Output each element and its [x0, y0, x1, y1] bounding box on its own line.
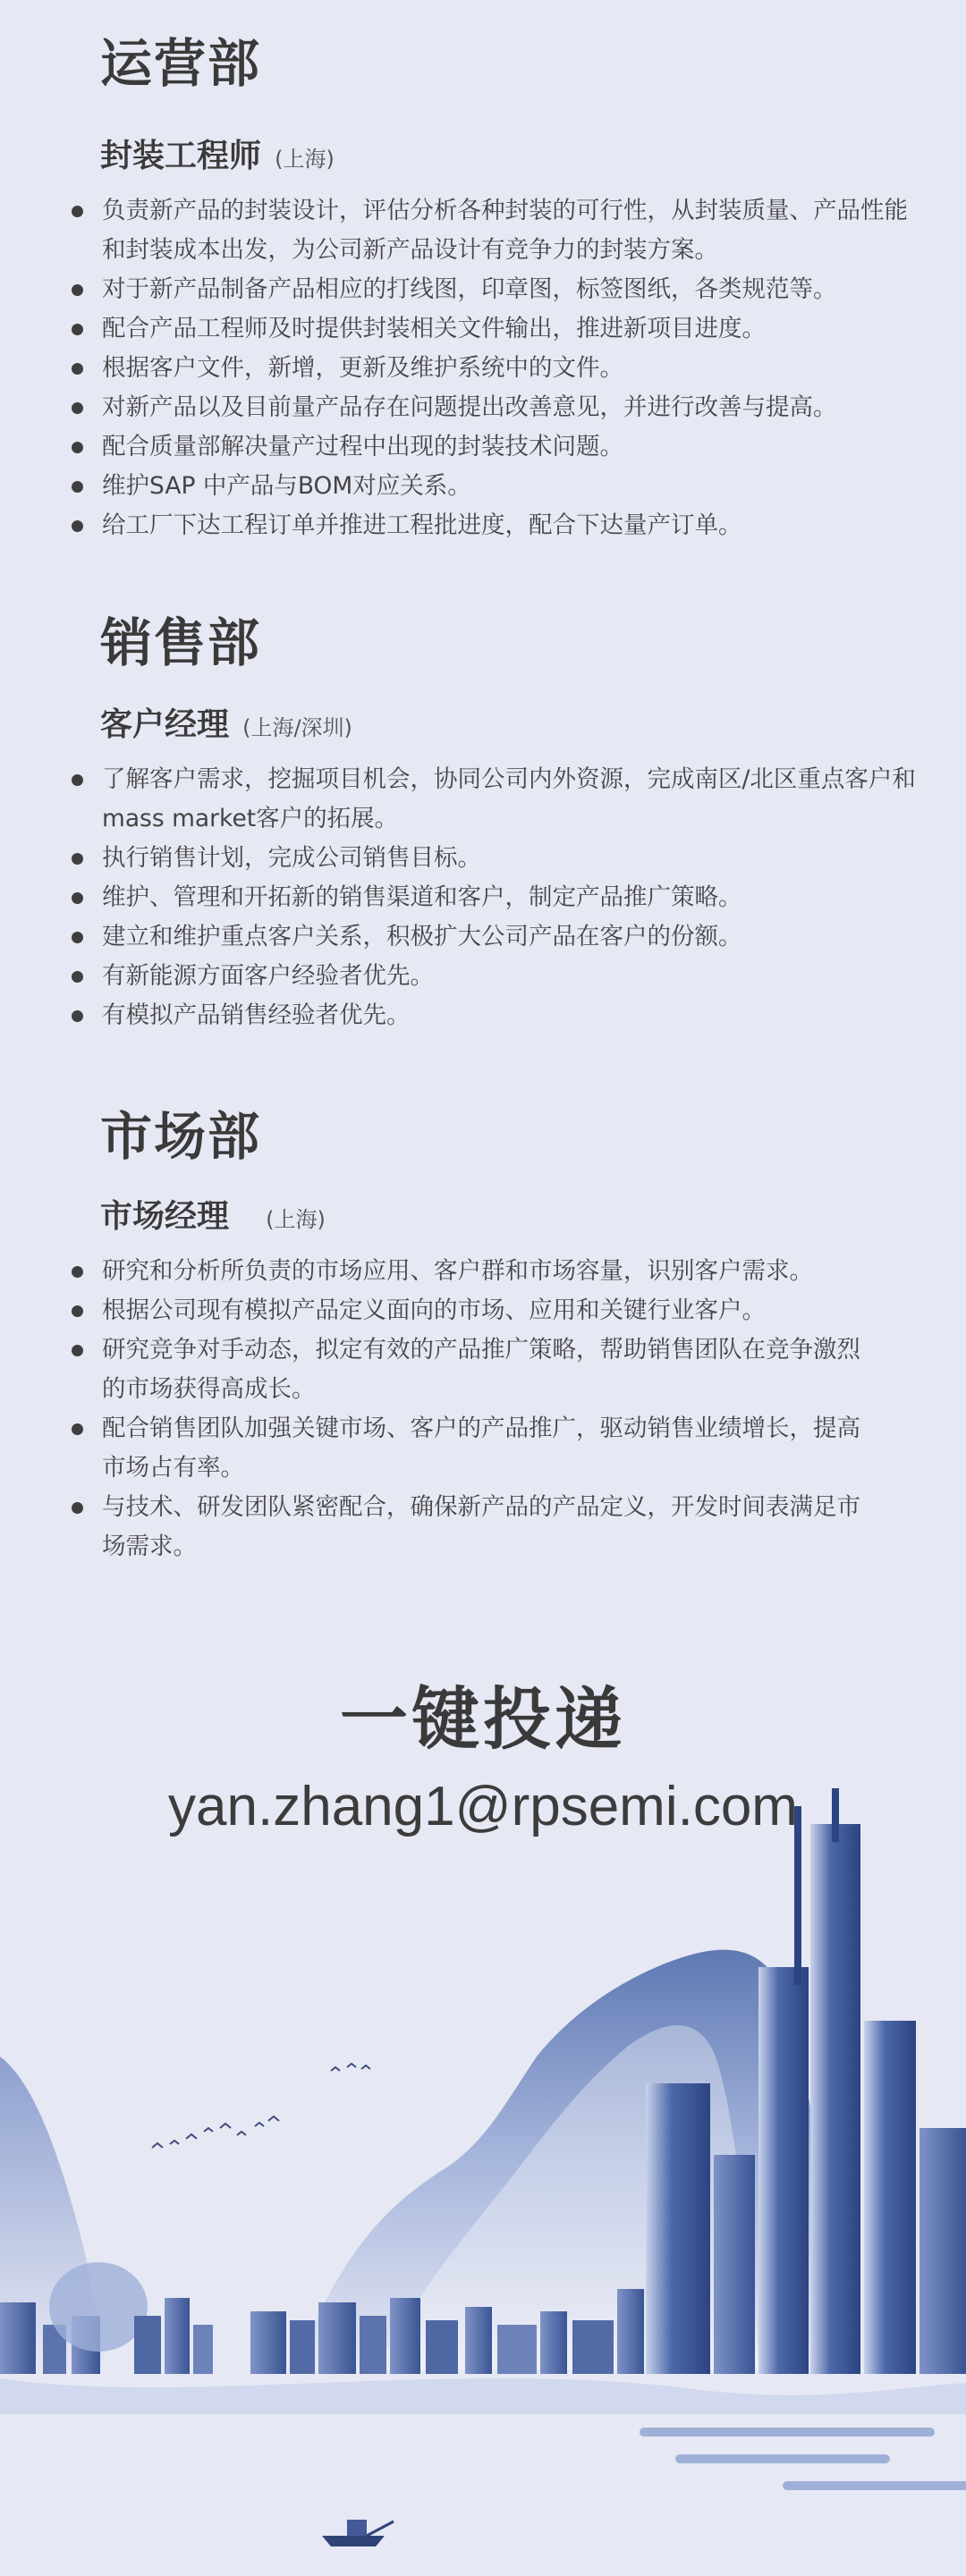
duty-item: 有模拟产品销售经验者优先。: [72, 996, 930, 1035]
birds: [152, 2064, 370, 2148]
duty-item: 维护、管理和开拓新的销售渠道和客户，制定产品推广策略。: [72, 878, 930, 917]
duty-item: 对新产品以及目前量产品存在问题提出改善意见，并进行改善与提高。: [72, 388, 930, 427]
duty-item: 根据公司现有模拟产品定义面向的市场、应用和关键行业客户。: [72, 1291, 877, 1330]
duty-item: 研究和分析所负责的市场应用、客户群和市场容量，识别客户需求。: [72, 1252, 877, 1291]
dept-title: 市场部: [100, 1106, 262, 1167]
duty-list: [72, 1252, 877, 1567]
duty-item: 配合质量部解决量产过程中出现的封装技术问题。: [72, 427, 930, 467]
duty-item: 有新能源方面客户经验者优先。: [72, 957, 930, 996]
duty-item: 维护SAP 中产品与BOM对应关系。: [72, 467, 930, 506]
duty-item: 执行销售计划，完成公司销售目标。: [72, 839, 930, 878]
duty-item: 对于新产品制备产品相应的打线图，印章图，标签图纸，各类规范等。: [72, 270, 930, 309]
duty-list: [72, 191, 930, 545]
role-title: 客户经理: [100, 706, 230, 743]
role-heading: [100, 699, 352, 745]
duty-item: 配合销售团队加强关键市场、客户的产品推广，驱动销售业绩增长，提高市场占有率。: [72, 1409, 877, 1488]
duty-item: 了解客户需求，挖掘项目机会，协同公司内外资源，完成南区/北区重点客户和mass market客户的拓展。: [72, 760, 930, 839]
duty-item: 给工厂下达工程订单并推进工程批进度，配合下达量产订单。: [72, 506, 930, 545]
dept-title: 销售部: [100, 612, 262, 673]
duty-item: 建立和维护重点客户关系，积极扩大公司产品在客户的份额。: [72, 917, 930, 957]
role-title: 封装工程师: [100, 138, 262, 174]
role-location: (上海/深圳): [242, 715, 352, 740]
duty-item: 与技术、研发团队紧密配合，确保新产品的产品定义，开发时间表满足市场需求。: [72, 1488, 877, 1567]
duty-item: 配合产品工程师及时提供封装相关文件输出，推进新项目进度。: [72, 309, 930, 349]
duty-list: [72, 760, 930, 1035]
dept-title: 运营部: [100, 33, 262, 94]
role-title: 市场经理: [100, 1198, 230, 1235]
apply-title: 一键投递: [340, 1679, 626, 1759]
duty-item: 研究竞争对手动态，拟定有效的产品推广策略，帮助销售团队在竞争激烈的市场获得高成长。: [72, 1330, 877, 1409]
cityscape-illustration: [0, 1788, 966, 2576]
duty-item: 根据客户文件，新增，更新及维护系统中的文件。: [72, 349, 930, 388]
role-heading: [100, 131, 335, 176]
apply-email-link[interactable]: yan.zhang1@rpsemi.com: [168, 1776, 798, 1837]
duty-item: 负责新产品的封装设计，评估分析各种封装的可行性，从封装质量、产品性能和封装成本出发，为公司新产品设计有竞争力的封装方案。: [72, 191, 930, 270]
role-location: (上海): [266, 1207, 326, 1232]
role-heading: [100, 1191, 326, 1237]
role-location: (上海): [275, 147, 335, 172]
